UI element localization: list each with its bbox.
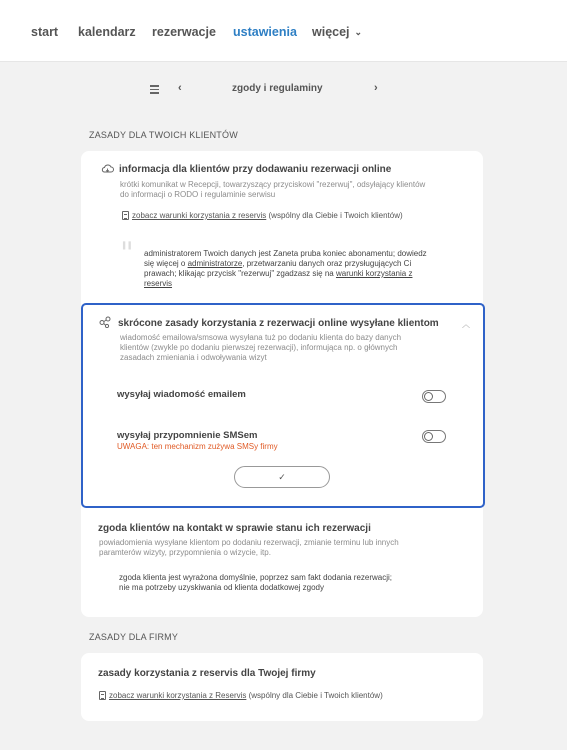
consent-title: zgoda klientów na kontakt w sprawie stanu ich rezerwacji [98, 523, 371, 534]
confirm-button[interactable] [234, 466, 330, 488]
nav-rezerwacje[interactable]: rezerwacje [152, 25, 216, 39]
consent-note [119, 573, 392, 593]
consent-note-2: nie ma potrzeby uzyskiwania od klienta dodatkowej zgody [119, 583, 325, 592]
consent-desc-2: paramterów wizyty, przypomnienia o wizycie, itp. [99, 548, 271, 557]
sms-option-label: wysyłaj przypomnienie SMSem [117, 430, 258, 441]
email-option-label: wysyłaj wiadomość emailem [117, 389, 246, 400]
share-icon [99, 316, 111, 328]
next-arrow-icon[interactable]: › [374, 82, 378, 94]
terms-link-suffix: (wspólny dla Ciebie i Twoich klientów) [266, 211, 403, 220]
firm-block-title: zasady korzystania z reservis dla Twojej firmy [98, 668, 316, 679]
toggle-knob [424, 392, 433, 401]
section-label-clients: ZASADY DLA TWOICH KLIENTÓW [89, 130, 238, 140]
document-icon [122, 211, 129, 220]
email-toggle[interactable] [422, 390, 446, 403]
quote-line-2 [144, 259, 427, 269]
consent-note-1: zgoda klienta jest wyrażona domyślnie, poprzez sam fakt dodania rezerwacji; [119, 573, 393, 582]
short-rules-desc-2: klientów (zwykle po dodaniu pierwszej rezerwacji), informująca np. o głównych [120, 343, 398, 352]
info-block-link-row [122, 211, 403, 220]
administrator-link[interactable]: administratorze [187, 259, 243, 268]
quote-terms-link[interactable]: warunki korzystania z [335, 269, 413, 278]
consent-desc-1: powiadomienia wysyłane klientom po dodaniu rezerwacji, zmianie terminu lub innych [99, 538, 399, 547]
info-block-title: informacja dla klientów przy dodawaniu rezerwacji online [119, 164, 392, 175]
subnav-title: zgody i regulaminy [232, 83, 323, 94]
firm-link-row [99, 691, 383, 700]
sms-toggle[interactable] [422, 430, 446, 443]
short-rules-title: skrócone zasady korzystania z rezerwacji online wysyłane klientom [118, 318, 439, 329]
cloud-icon [101, 164, 114, 173]
prev-arrow-icon[interactable]: ‹ [178, 82, 182, 94]
sms-warning: UWAGA: ten mechanizm zużywa SMSy firmy [117, 442, 278, 451]
chevron-down-icon: ⌄ [354, 27, 363, 37]
quote-line-3 [144, 269, 427, 279]
check-icon: ✓ [278, 472, 286, 482]
menu-icon[interactable] [150, 85, 159, 94]
quote-line-2b: , przetwarzaniu danych oraz przysługujących Ci [242, 259, 412, 268]
settings-subnav [0, 82, 567, 98]
quote-line-3a: prawach; klikając przycisk "rezerwuj" zgadzasz się na [144, 269, 336, 278]
top-navigation [0, 0, 567, 62]
nav-kalendarz[interactable]: kalendarz [78, 25, 136, 39]
terms-link[interactable]: zobacz warunki korzystania z reservis [132, 211, 267, 220]
short-rules-desc-1: wiadomość emailowa/smsowa wysyłana tuż po dodaniu klienta do bazy danych [120, 333, 402, 342]
nav-ustawienia[interactable]: ustawienia [233, 25, 297, 39]
info-block-desc-1: krótki komunikat w Recepcji, towarzyszący przyciskowi "rezerwuj", odsyłający klientów [120, 180, 426, 189]
nav-wiecej[interactable] [312, 25, 362, 39]
quote-text [144, 249, 427, 289]
firm-terms-link[interactable]: zobacz warunki korzystania z Reservis [109, 691, 247, 700]
firm-terms-link-suffix: (wspólny dla Ciebie i Twoich klientów) [246, 691, 383, 700]
nav-start[interactable]: start [31, 25, 59, 39]
quote-line-4[interactable]: reservis [144, 279, 173, 288]
document-icon [99, 691, 106, 700]
short-rules-desc-3: zasadach zmieniania i odwoływania wizyt [120, 353, 267, 362]
toggle-knob [424, 432, 433, 441]
quote-icon: " [120, 236, 134, 271]
firm-rules-card [81, 653, 483, 721]
nav-wiecej-label: więcej [312, 25, 350, 39]
quote-line-2a: się więcej o [144, 259, 188, 268]
quote-line-1: administratorem Twoich danych jest Zaneta pruba koniec abonamentu; dowiedz [144, 249, 427, 258]
chevron-up-icon[interactable]: ︿ [462, 320, 470, 329]
info-block-desc-2: do informacji o RODO i regulaminie serwisu [120, 190, 276, 199]
section-label-firm: ZASADY DLA FIRMY [89, 632, 179, 642]
